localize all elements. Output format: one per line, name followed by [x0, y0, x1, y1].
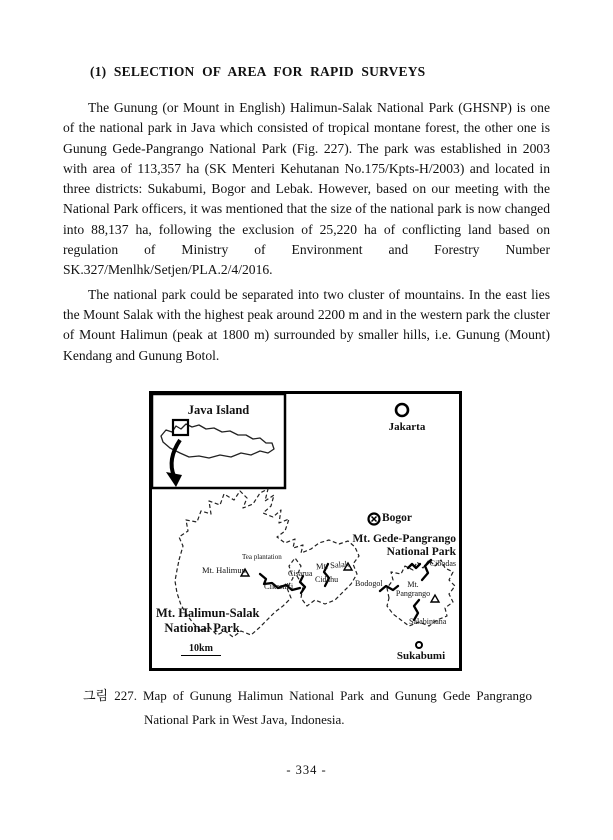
mt-pangrango-peak-icon	[431, 595, 439, 602]
cisarua-label: Cisarua	[288, 569, 313, 578]
cidahu-label: Cidahu	[315, 575, 339, 584]
caption-number: 그림 227.	[83, 688, 137, 703]
section-heading: (1) SELECTION OF AREA FOR RAPID SURVEYS	[90, 64, 426, 79]
halimun-salak-park-label: Mt. Halimun-Salak National Park	[156, 606, 260, 635]
sukabumi-marker-icon	[416, 642, 422, 648]
cibodas-label: Cibodas	[429, 559, 456, 568]
scale-bar: 10km	[181, 643, 221, 656]
bogor-label: Bogor	[382, 512, 413, 524]
gede-pangrango-park-label: Mt. Gede-Pangrango National Park	[352, 533, 456, 558]
figure-caption	[83, 684, 532, 731]
page-number: - 334 -	[286, 763, 327, 777]
inset-title: Java Island	[187, 403, 250, 417]
jakarta-marker-icon	[396, 404, 408, 416]
map-figure	[149, 391, 462, 671]
paragraph-1: The Gunung (or Mount in English) Halimun-Salak National Park (GHSNP) is one of the national park in Java which consisted of tropical montane forest, the other one is Gunung Gede-Pangrango National Park (Fig. 227). The park was established in 2003 with area of 113,357 ha (SK Menteri Kehutanan No.175/Kpts-H/2003) and located in three districts: Sukabumi, Bogor and Lebak. However, based on our meeting with the National Park officers, it was mentioned that the size of the national park is now changed into 88,137 ha, following the exclusion of 25,220 ha of conflicting land based on regulation of Ministry of Environment and Forestry Number SK.327/Menlhk/Setjen/PLA.2/4/2016.	[63, 100, 550, 278]
mt-halimun-label: Mt. Halimun	[202, 565, 246, 575]
paragraph-2: The national park could be separated into two cluster of mountains. In the east lies the Mount Salak with the highest peak around 2200 m and in the western park the cluster of Mount Halimun (peak at 1800 m) surrounded by smaller hills, i.e. Gunung (Mount) Kendang and Gunung Botol.	[63, 286, 550, 363]
tea-plantation-label: Tea plantation	[242, 553, 282, 561]
jakarta-label: Jakarta	[388, 421, 426, 433]
sukabumi-label: Sukabumi	[396, 650, 446, 662]
salabintana-label: Salabintana	[409, 617, 447, 626]
mt-pangrango-label: Mt. Pangrango	[395, 580, 431, 598]
bodogol-label: Bodogol	[355, 579, 383, 588]
caption-text: Map of Gunung Halimun National Park and Gunung Gede Pangrango National Park in West Java, Indonesia.	[142, 688, 532, 727]
bogor-marker-icon	[369, 514, 380, 525]
body-text	[63, 98, 550, 366]
mt-salak-label: Mt. Salak	[315, 558, 350, 572]
cikaniki-label: Cikaniki	[264, 581, 294, 591]
